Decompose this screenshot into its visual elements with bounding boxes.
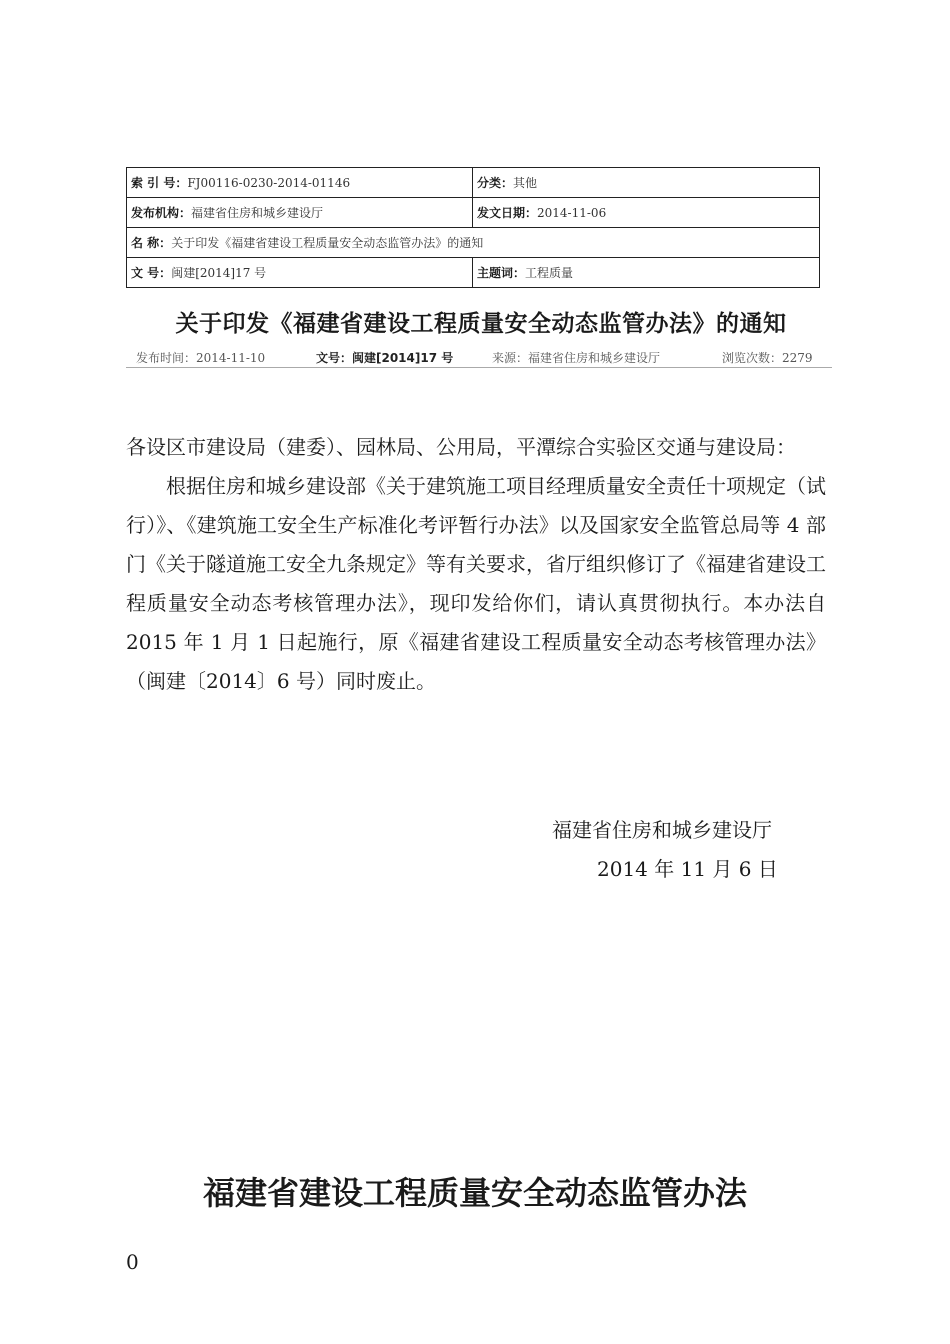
name-value: 关于印发《福建省建设工程质量安全动态监管办法》的通知 [171, 236, 484, 250]
docno-label: 文 号： [131, 266, 172, 280]
body-paragraph: 根据住房和城乡建设部《关于建筑施工项目经理质量安全责任十项规定（试行）》、《建筑施工安全生产标准化考评暂行办法》以及国家安全监管总局等 4 部门《关于隧道施工安全九条规定》等有关要求，省厅组织修订了《福建省建设工程质量安全动态考核管理办法》，现印发给你们，请认真贯彻执行。本办法自 2015 年 1 月 1 日起施行，原《福建省建设工程质量安全动态考核管理办法》（闽建〔2014〕6 号）同时废止。 [126, 474, 826, 693]
publish-info-line [126, 349, 832, 368]
keyword-value: 工程质量 [525, 266, 574, 280]
meta-row [127, 168, 820, 198]
meta-row [127, 228, 820, 258]
issue-date-cell [473, 198, 820, 228]
notice-title: 关于印发《福建省建设工程质量安全动态监管办法》的通知 [175, 311, 787, 337]
publisher-label: 发布机构： [131, 206, 192, 220]
keyword-label: 主题词： [477, 266, 526, 280]
publisher-cell [127, 198, 473, 228]
category-label: 分类： [477, 176, 514, 190]
meta-row [127, 198, 820, 228]
index-label: 索 引 号： [131, 176, 188, 190]
measures-title: 福建省建设工程质量安全动态监管办法 [202, 1174, 747, 1212]
document-meta-table [126, 167, 820, 288]
signature-date: 2014 年 11 月 6 日 [597, 857, 778, 881]
name-label: 名 称： [131, 236, 172, 250]
keyword-cell [473, 258, 820, 288]
signature-organization: 福建省住房和城乡建设厅 [552, 818, 772, 842]
info-docno: 文号：闽建[2014]17 号 [316, 351, 454, 365]
name-cell [127, 228, 820, 258]
meta-row [127, 258, 820, 288]
index-cell [127, 168, 473, 198]
issue-date-value: 2014-11-06 [537, 206, 607, 220]
info-source: 来源：福建省住房和城乡建设厅 [492, 351, 661, 365]
salutation: 各设区市建设局（建委）、园林局、公用局，平潭综合实验区交通与建设局： [126, 435, 796, 459]
docno-value: 闽建[2014]17 号 [171, 266, 267, 280]
category-cell [473, 168, 820, 198]
index-value: FJ00116-0230-2014-01146 [187, 176, 351, 190]
publish-time: 发布时间：2014-11-10 [136, 351, 266, 365]
docno-cell [127, 258, 473, 288]
view-count: 浏览次数：2279 [722, 351, 813, 365]
issue-date-label: 发文日期： [477, 206, 538, 220]
notice-body [126, 428, 826, 701]
page-number: 0 [126, 1250, 139, 1274]
publisher-value: 福建省住房和城乡建设厅 [191, 206, 324, 220]
category-value: 其他 [513, 176, 538, 190]
